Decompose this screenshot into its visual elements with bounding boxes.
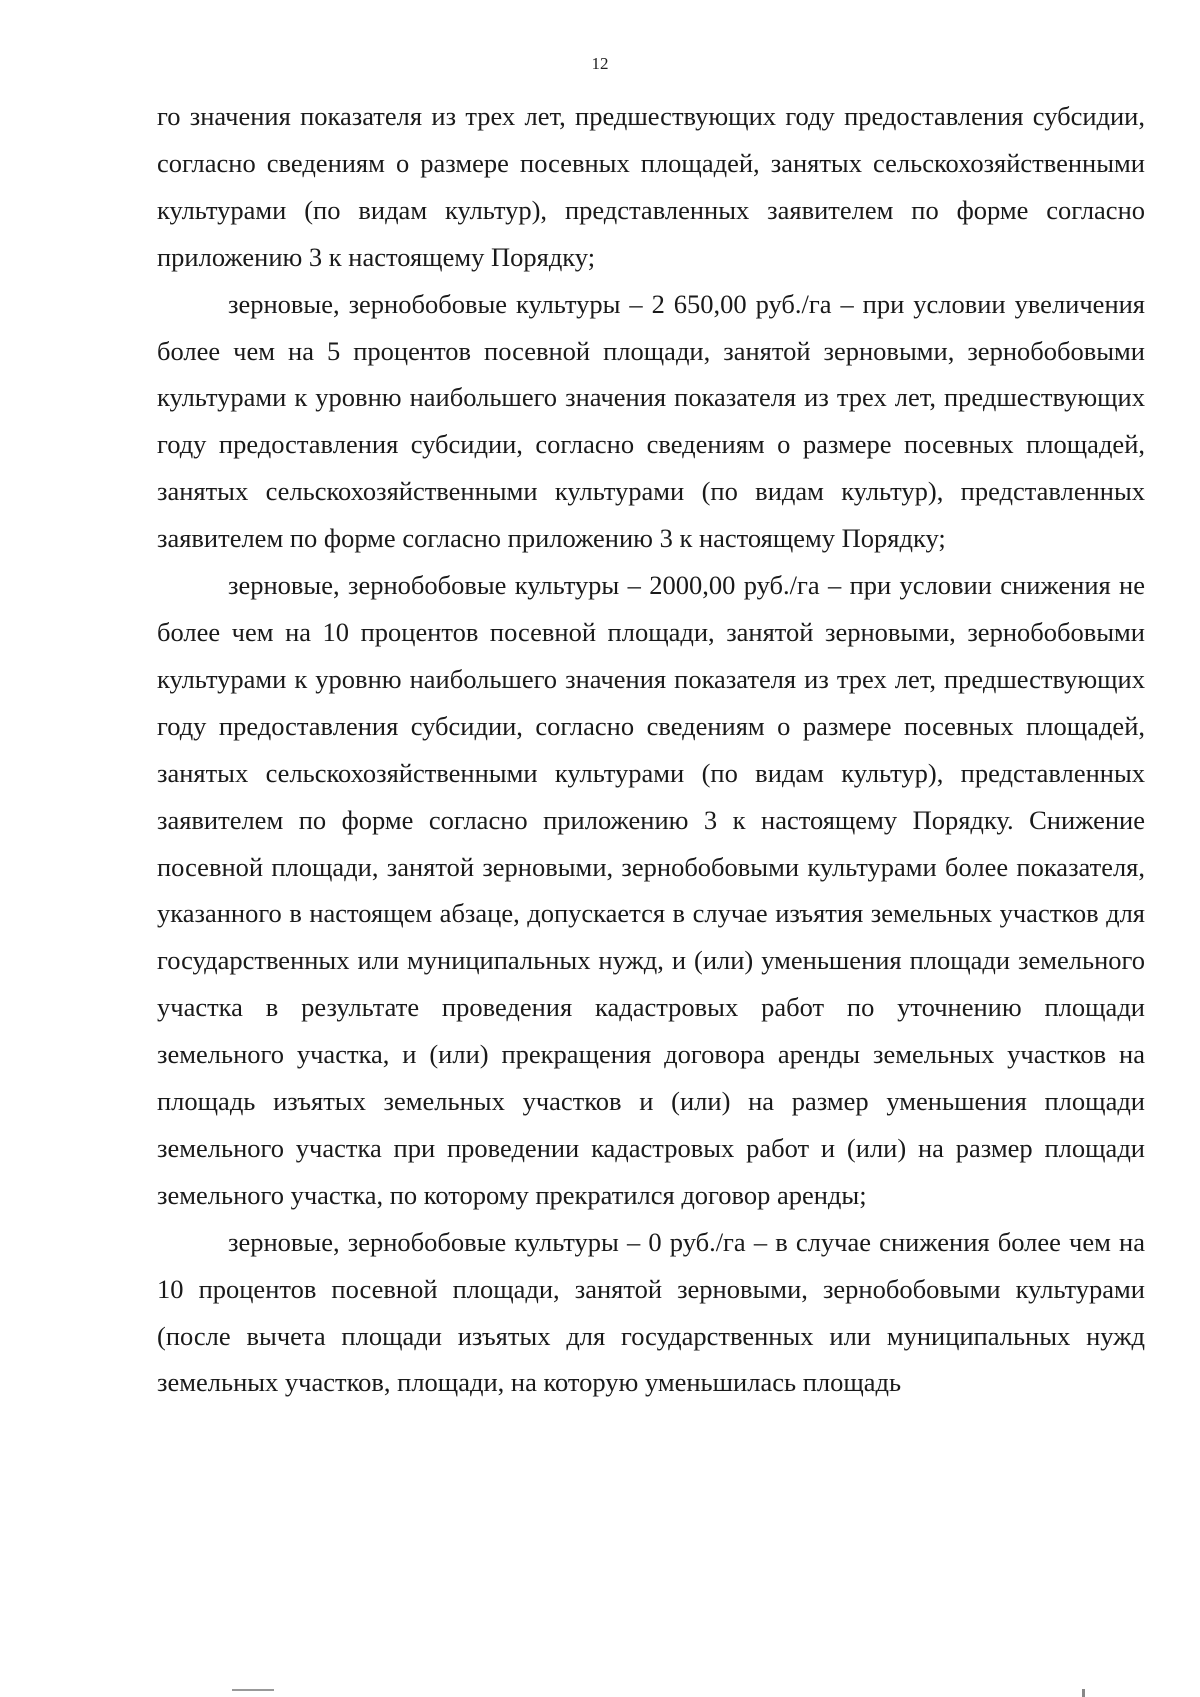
paragraph-rate-2000: зерновые, зернобобовые культуры – 2000,00 руб./га – при условии снижения не более чем на 10 процентов посевной площади, занятой зерновыми, зернобобовыми культурами к уровню наибольшего значения показателя из трех лет, предшествующих году предоставления субсидии, согласно сведениям о размере посевных площадей, занятых сельскохозяйственными культурами (по видам культур), представленных заявителем по форме согласно приложению 3 к настоящему Порядку. Снижение посевной площади, занятой зерновыми, зернобобовыми культурами более показателя, указанного в настоящем абзаце, допускается в случае изъятия земельных участков для государственных или муниципальных нужд, и (или) уменьшения площади земельного участка в результате проведения кадастровых работ по уточнению площади земельного участка, и (или) прекращения договора аренды земельных участков на площадь изъятых земельных участков и (или) на размер уменьшения площади земельного участка при проведении кадастровых работ и (или) на размер площади земельного участка, по которому прекратился договор аренды;: [157, 570, 1145, 1210]
paragraph-continuation: го значения показателя из трех лет, предшествующих году предоставления субсидии, согласно сведениям о размере посевных площадей, занятых сельскохозяйственными культурами (по видам культур), представленных заявителем по форме согласно приложению 3 к настоящему Порядку;: [157, 101, 1145, 272]
page-number: 12: [591, 54, 609, 73]
scan-artifact: [1082, 1689, 1085, 1697]
document-body: [157, 93, 1145, 1406]
paragraph-rate-2650: зерновые, зернобобовые культуры – 2 650,00 руб./га – при условии увеличения более чем на 5 процентов посевной площади, занятой зерновыми, зернобобовыми культурами к уровню наибольшего значения показателя из трех лет, предшествующих году предоставления субсидии, согласно сведениям о размере посевных площадей, занятых сельскохозяйственными культурами (по видам культур), представленных заявителем по форме согласно приложению 3 к настоящему Порядку;: [157, 288, 1145, 554]
scan-artifact: [232, 1689, 274, 1691]
paragraph-rate-0: зерновые, зернобобовые культуры – 0 руб./га – в случае снижения более чем на 10 процентов посевной площади, занятой зерновыми, зернобобовыми культурами (после вычета площади изъятых для государственных или муниципальных нужд земельных участков, площади, на которую уменьшилась площадь: [157, 1226, 1145, 1398]
